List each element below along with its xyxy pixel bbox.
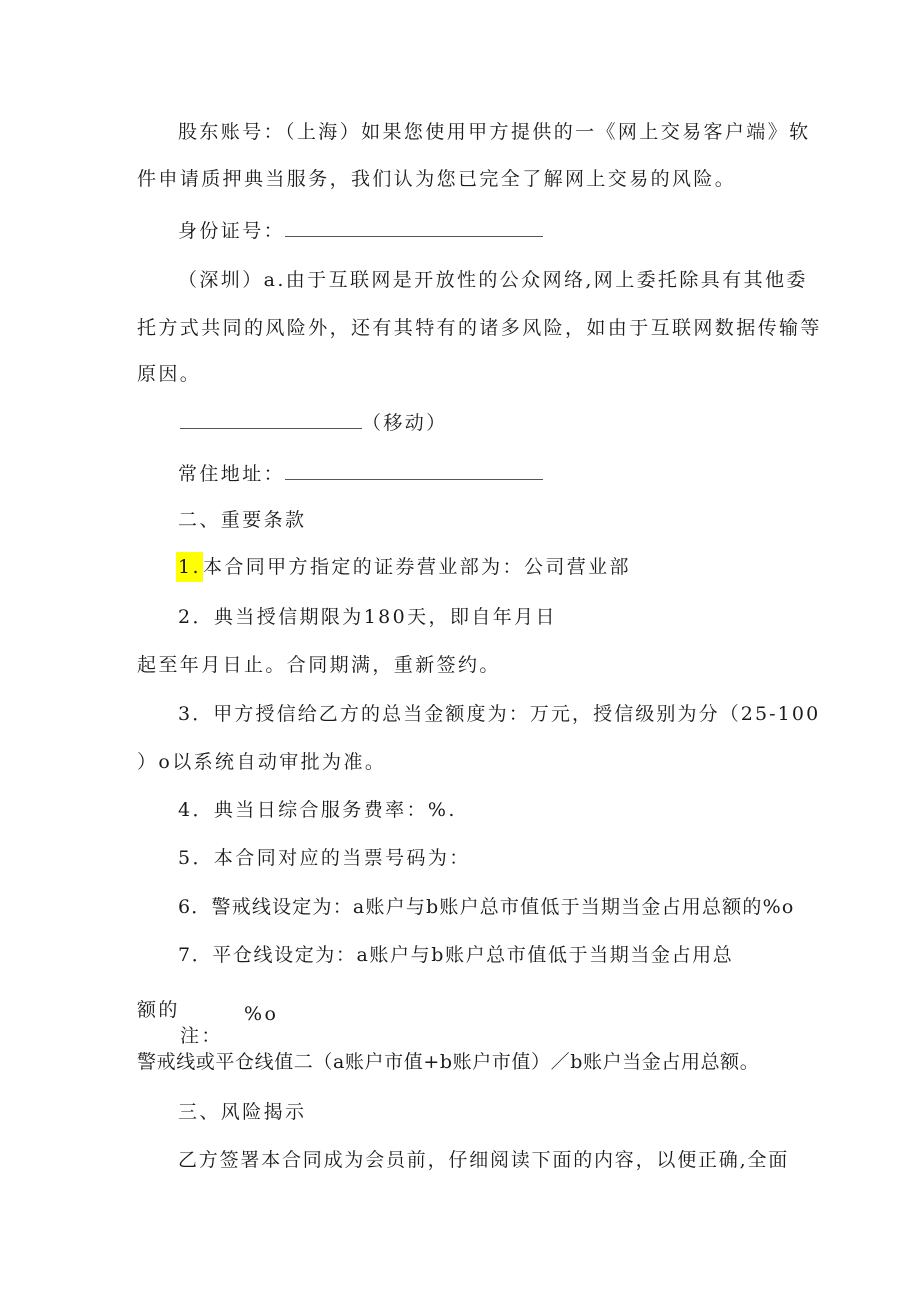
mobile-label: （移动） <box>362 412 448 434</box>
id-number-blank <box>285 218 543 237</box>
address-blank <box>285 461 543 480</box>
clause-7-amount-prefix: 额的 <box>137 999 180 1021</box>
id-number-row <box>178 218 543 243</box>
note-label: 注： <box>180 1025 223 1047</box>
note-formula: 警戒线或平仓线值二（a账户市值+b账户市值）／b账户当金占用总额。 <box>137 1051 760 1073</box>
clause-4: 4．典当日综合服务费率：%. <box>178 799 457 821</box>
id-number-label: 身份证号： <box>178 220 286 242</box>
line-risk-shenzhen: （深圳）a.由于互联网是开放性的公众网络,网上委托除具有其他委 <box>178 269 808 291</box>
risk-intro: 乙方签署本合同成为会员前，仔细阅读下面的内容，以便正确,全面 <box>178 1149 790 1171</box>
clause-1 <box>176 555 631 582</box>
clause-6: 6．警戒线设定为：a账户与b账户总市值低于当期当金占用总额的%o <box>178 896 795 918</box>
section-heading-terms: 二、重要条款 <box>178 509 307 531</box>
clause-7: 7．平仓线设定为：a账户与b账户总市值低于当期当金占用总 <box>178 944 734 966</box>
clause-3-continued: ）o以系统自动审批为准。 <box>137 751 387 773</box>
section-heading-risk: 三、风险揭示 <box>178 1101 307 1123</box>
clause-2: 2．典当授信期限为180天，即自年月日 <box>178 606 557 628</box>
clause-3: 3．甲方授信给乙方的总当金额度为：万元，授信级别为分（25-100 <box>178 703 821 725</box>
clause-5: 5．本合同对应的当票号码为： <box>178 847 471 869</box>
line-account-number: 股东账号：（上海）如果您使用甲方提供的一《网上交易客户端》软 <box>178 121 811 143</box>
line-risk-end: 原因。 <box>137 363 202 385</box>
address-label: 常住地址： <box>178 463 286 485</box>
clause-1-text: 本合同甲方指定的证券营业部为：公司营业部 <box>202 556 631 578</box>
mobile-blank <box>180 410 362 429</box>
mobile-row <box>180 410 448 435</box>
clause-2-continued: 起至年月日止。合同期满，重新签约。 <box>137 654 501 676</box>
clause-1-number: 1. <box>176 552 203 582</box>
address-row <box>178 461 543 486</box>
line-risk-continued: 托方式共同的风险外，还有其特有的诸多风险，如由于互联网数据传输等 <box>137 317 822 339</box>
line-service-intro: 件申请质押典当服务，我们认为您已完全了解网上交易的风险。 <box>137 168 737 190</box>
clause-7-percent: %o <box>244 1003 279 1025</box>
